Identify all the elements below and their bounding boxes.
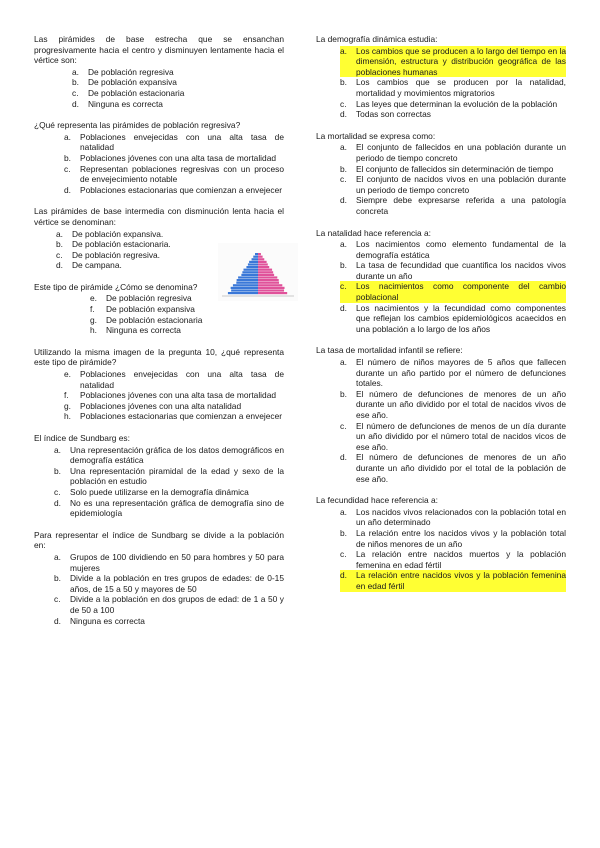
question-text: Las pirámides de base estrecha que se ensanchan progresivamente hacia el centro y disminuyen lentamente hacia el vértice son:	[34, 34, 284, 66]
option-text: Las leyes que determinan la evolución de la población	[356, 98, 558, 109]
pyramid-bar-male	[231, 287, 258, 289]
pyramid-bar-female	[258, 279, 279, 281]
option-text: Los cambios que se producen por la natalidad, mortalidad y movimientos migratorios	[356, 77, 566, 98]
option-text: De población regresiva	[88, 66, 174, 77]
option-text: Poblaciones estacionarias que comienzan a envejecer	[80, 184, 283, 195]
pyramid-bar-female	[258, 269, 272, 271]
option-text: El conjunto de fallecidos sin determinación de tiempo	[356, 163, 554, 174]
option-text: Representan poblaciones regresivas con un proceso de envejecimiento notable	[80, 163, 284, 185]
answer-option	[340, 421, 566, 453]
answer-option	[340, 142, 566, 163]
pyramid-bar-male	[253, 256, 258, 258]
pyramid-bar-female	[258, 256, 263, 258]
option-marker: d.	[54, 615, 61, 626]
question-text: Utilizando la misma imagen de la pregunta 10, ¿qué representa este tipo de pirámide?	[34, 346, 284, 368]
option-list	[34, 369, 284, 422]
answer-option	[64, 369, 284, 390]
option-list	[34, 293, 284, 335]
option-text: No es una representación gráfica de demografía sino de epidemiología	[70, 497, 284, 519]
question-text: El índice de Sundbarg es:	[34, 433, 130, 443]
question-text: La demografía dinámica estudia:	[316, 34, 438, 44]
answer-option	[340, 357, 566, 389]
option-text: Poblaciones jóvenes con una alta tasa de mortalidad	[80, 390, 277, 401]
option-marker: b.	[340, 163, 347, 174]
option-marker: g.	[90, 314, 97, 325]
pyramid-bar-male	[248, 264, 258, 266]
option-text: De población regresiva	[106, 293, 192, 304]
left-column	[34, 34, 284, 637]
option-marker: c.	[64, 163, 71, 174]
option-marker: d.	[340, 109, 347, 120]
pyramid-bar-female	[258, 264, 268, 266]
pyramid-bar-female	[258, 274, 274, 276]
answer-option	[340, 389, 566, 421]
option-list	[316, 239, 566, 334]
answer-option	[72, 67, 284, 78]
option-text: De población expansiva	[106, 304, 195, 315]
option-text: El conjunto de fallecidos en una población durante un periodo de tiempo concreto	[356, 142, 566, 163]
option-text: Poblaciones envejecidas con una alta tasa de natalidad	[80, 369, 284, 390]
option-marker: e.	[64, 369, 71, 380]
option-marker: b.	[56, 239, 63, 250]
option-text: Poblaciones jóvenes con una alta natalidad	[80, 400, 242, 411]
answer-option	[72, 99, 284, 110]
option-text: Los nacimientos y la fecundidad como componentes que reflejan los cambios epidemiológicos acaecidos en una población a lo largo de los años	[356, 302, 566, 334]
pyramid-bar-female	[258, 266, 269, 268]
answer-option	[90, 304, 284, 315]
option-text: El número de niños mayores de 5 años que fallecen durante un año partido por el número de defunciones totales.	[356, 357, 566, 389]
option-text: Poblaciones envejecidas con una alta tasa de natalidad	[80, 131, 284, 153]
option-text: De población regresiva.	[72, 249, 160, 260]
answer-option	[64, 164, 284, 185]
option-text: Todas son correctas	[356, 109, 431, 120]
question-text: La tasa de mortalidad infantil se refiere:	[316, 345, 463, 356]
option-marker: c.	[340, 549, 347, 560]
pyramid-bar-female	[258, 253, 261, 255]
option-text: De población estacionaria	[106, 314, 203, 325]
option-text: Ninguna es correcta	[70, 615, 145, 626]
option-marker: c.	[340, 174, 347, 185]
option-list	[34, 552, 284, 626]
pyramid-bar-male	[231, 290, 258, 292]
answer-option	[340, 260, 566, 281]
option-text: Poblaciones jóvenes con una alta tasa de mortalidad	[80, 152, 277, 163]
highlighted-answer-option	[340, 570, 566, 591]
option-marker: a.	[72, 66, 79, 77]
answer-option	[340, 174, 566, 195]
pyramid-bar-female	[258, 285, 282, 287]
option-marker: d.	[340, 195, 347, 206]
answer-option	[340, 507, 566, 528]
option-marker: a.	[340, 45, 347, 56]
question-text: La natalidad hace referencia a:	[316, 227, 432, 238]
answer-option	[54, 573, 284, 594]
pyramid-bar-male	[238, 277, 258, 279]
option-marker: a.	[54, 551, 61, 562]
option-marker: d.	[340, 302, 347, 313]
question-text: La mortalidad se expresa como:	[316, 130, 436, 141]
pyramid-bar-male	[244, 269, 258, 271]
answer-option	[64, 401, 284, 412]
option-marker: c.	[54, 594, 61, 605]
option-text: De campana.	[72, 260, 122, 271]
option-marker: b.	[54, 465, 61, 476]
answer-option	[90, 293, 284, 304]
option-text: Divide a la población en tres grupos de edades: de 0-15 años, de 15 a 50 y mayores de 50	[70, 573, 284, 594]
option-marker: f.	[64, 390, 69, 401]
pyramid-bar-male	[252, 259, 258, 261]
option-list	[316, 142, 566, 216]
option-text: Grupos de 100 dividiendo en 50 para hombres y 50 para mujeres	[70, 551, 284, 573]
option-text: Siempre debe expresarse referida a una patología concreta	[356, 195, 566, 216]
option-marker: d.	[54, 497, 61, 508]
answer-option	[54, 445, 284, 466]
option-marker: h.	[64, 411, 71, 422]
option-marker: c.	[72, 87, 79, 98]
answer-option	[340, 549, 566, 570]
pyramid-bar-male	[246, 266, 258, 268]
answer-option	[54, 594, 284, 615]
option-marker: a.	[54, 444, 61, 455]
pyramid-bar-male	[236, 282, 258, 284]
answer-option	[90, 325, 284, 336]
option-marker: d.	[340, 570, 347, 581]
answer-option	[64, 185, 284, 196]
pyramid-bar-male	[241, 274, 258, 276]
option-marker: a.	[340, 506, 347, 517]
option-marker: a.	[340, 142, 347, 153]
option-text: La relación entre nacidos vivos y la población femenina en edad fértil	[356, 570, 566, 591]
question-text: Para representar el índice de Sundbarg se divide a la población en:	[34, 529, 284, 551]
option-marker: c.	[340, 281, 347, 292]
option-marker: f.	[90, 304, 95, 315]
highlighted-answer-option	[340, 281, 566, 302]
pyramid-bar-male	[255, 253, 258, 255]
option-marker: c.	[340, 98, 347, 109]
answer-option	[340, 164, 566, 175]
question-text: Este tipo de pirámide ¿Cómo se denomina?	[34, 281, 198, 292]
pyramid-bar-female	[258, 282, 279, 284]
option-text: Ninguna es correcta	[106, 325, 181, 336]
option-list	[316, 357, 566, 484]
pyramid-bar-female	[258, 259, 264, 261]
answer-option	[90, 315, 284, 326]
pyramid-bar-male	[233, 285, 258, 287]
option-marker: h.	[90, 325, 97, 336]
option-marker: d.	[64, 184, 71, 195]
option-marker: b.	[340, 260, 347, 271]
option-text: Los nacimientos como componente del cambio poblacional	[356, 281, 566, 303]
question-text: ¿Qué representa las pirámides de población regresiva?	[34, 120, 241, 131]
option-marker: d.	[340, 452, 347, 463]
option-text: Los nacimientos como elemento fundamental de la demografía estática	[356, 239, 566, 260]
pyramid-bar-male	[242, 272, 258, 274]
right-column	[316, 34, 566, 603]
option-marker: g.	[64, 400, 71, 411]
option-marker: c.	[340, 420, 347, 431]
answer-option	[340, 99, 566, 110]
option-text: El conjunto de nacidos vivos en una población durante un periodo de tiempo concreto	[356, 174, 566, 195]
answer-option	[56, 229, 284, 240]
answer-option	[72, 88, 284, 99]
option-marker: b.	[72, 77, 79, 88]
option-text: Los nacidos vivos relacionados con la población total en un año determinado	[356, 506, 566, 528]
option-marker: b.	[340, 388, 347, 399]
option-text: Divide a la población en dos grupos de edad: de 1 a 50 y de 50 a 100	[70, 594, 284, 615]
answer-option	[340, 528, 566, 549]
option-text: De población expansiva	[88, 77, 177, 88]
option-marker: b.	[340, 527, 347, 538]
option-text: Una representación piramidal de la edad y sexo de la población en estudio	[70, 465, 284, 487]
highlighted-answer-option	[340, 46, 566, 78]
option-list	[34, 445, 284, 519]
pyramid-bar-female	[258, 287, 285, 289]
answer-option	[340, 77, 566, 98]
option-marker: b.	[54, 573, 61, 584]
pyramid-bar-female	[258, 272, 273, 274]
option-text: De población expansiva.	[72, 228, 164, 239]
option-list	[316, 46, 566, 120]
option-text: Poblaciones estacionarias que comienzan a envejecer	[80, 411, 283, 422]
question-text: Las pirámides de base intermedia con disminución lenta hacia el vértice se denominan:	[34, 206, 284, 227]
option-text: El número de defunciones de menores de un año durante un año dividido por el total de nacidos vivos de ese año.	[356, 388, 566, 420]
option-marker: d.	[72, 98, 79, 109]
pyramid-bar-female	[258, 277, 277, 279]
answer-option	[54, 616, 284, 627]
answer-option	[64, 411, 284, 422]
option-text: El número de defunciones de menos de un día durante un año dividido por el número total de nacidos vicos de ese año.	[356, 420, 566, 452]
pyramid-bar-male	[237, 279, 258, 281]
answer-option	[340, 303, 566, 335]
option-text: La relación entre los nacidos vivos y la población total de niños menores de un año	[356, 527, 566, 549]
answer-option	[64, 390, 284, 401]
option-marker: c.	[54, 486, 61, 497]
answer-option	[72, 77, 284, 88]
option-text: De población estacionaria	[88, 87, 185, 98]
option-marker: a.	[340, 239, 347, 250]
option-list	[316, 507, 566, 592]
option-marker: a.	[56, 228, 63, 239]
option-marker: b.	[340, 77, 347, 88]
answer-option	[340, 109, 566, 120]
answer-option	[340, 239, 566, 260]
option-text: Solo puede utilizarse en la demografía dinámica	[70, 486, 249, 497]
pyramid-bar-female	[258, 290, 284, 292]
answer-option	[54, 498, 284, 519]
answer-option	[340, 452, 566, 484]
option-list	[34, 67, 284, 109]
option-marker: a.	[64, 131, 71, 142]
option-list	[34, 132, 284, 196]
option-text: El número de defunciones de menores de un año durante un año dividido por el total de la población de ese año.	[356, 452, 566, 484]
option-text: Los cambios que se producen a lo largo del tiempo en la dimensión, estructura y distribución geográfica de las poblaciones humanas	[356, 45, 566, 77]
answer-option	[54, 552, 284, 573]
option-marker: d.	[56, 260, 63, 271]
option-marker: c.	[56, 249, 63, 260]
answer-option	[340, 195, 566, 216]
pyramid-bar-female	[258, 261, 267, 263]
pyramid-bar-male	[249, 261, 258, 263]
option-marker: e.	[90, 293, 97, 304]
option-marker: a.	[340, 357, 347, 368]
option-text: De población estacionaria.	[72, 239, 171, 250]
option-marker: b.	[64, 152, 71, 163]
option-text: Ninguna es correcta	[88, 98, 163, 109]
option-text: Una representación gráfica de los datos demográficos en demografía estática	[70, 444, 284, 466]
answer-option	[54, 466, 284, 487]
answer-option	[64, 153, 284, 164]
option-text: La tasa de fecundidad que cuantifica los nacidos vivos durante un año	[356, 260, 566, 281]
answer-option	[54, 487, 284, 498]
answer-option	[64, 132, 284, 153]
question-text: La fecundidad hace referencia a:	[316, 495, 438, 506]
option-text: La relación entre nacidos muertos y la población femenina en edad fértil	[356, 549, 566, 570]
